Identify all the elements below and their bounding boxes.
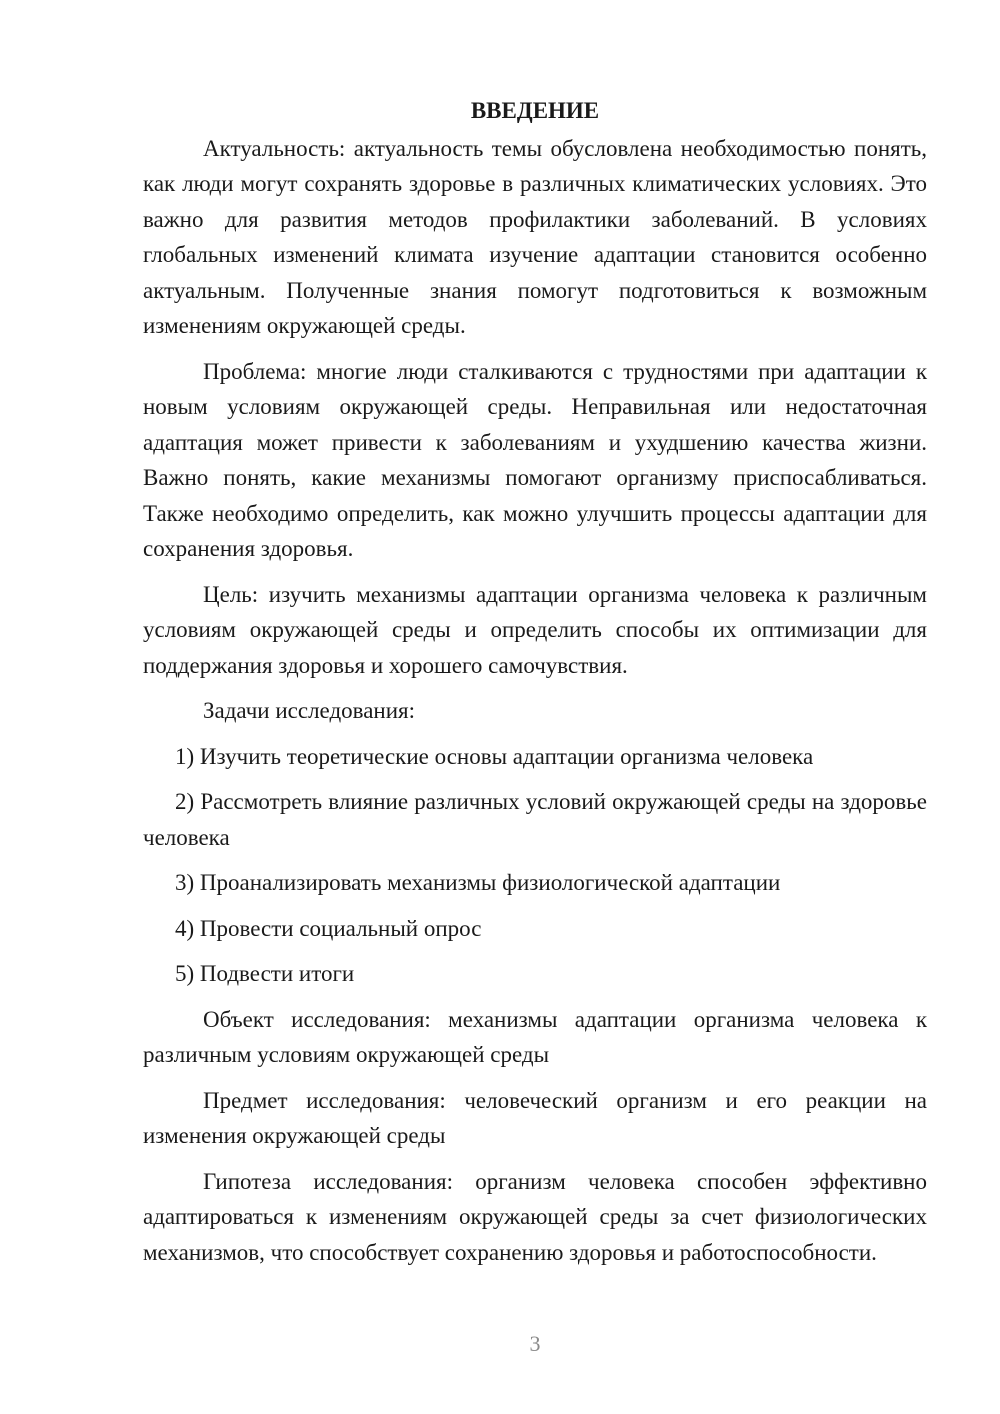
tasks-list xyxy=(143,739,927,992)
list-item: 4) Провести социальный опрос xyxy=(175,915,482,941)
paragraph-relevance: Актуальность: актуальность темы обусловлена необходимостью понять, как люди могут сохранять здоровье в различных климатических условиях. Это важно для развития методов профилактики заболеваний. В условиях глобальных изменений климата изучение адаптации становится особенно актуальным. Полученные знания помогут подготовиться к возможным изменениям окружающей среды. xyxy=(143,135,927,338)
list-item: 3) Проанализировать механизмы физиологической адаптации xyxy=(175,870,781,895)
paragraph-goal: Цель: изучить механизмы адаптации организма человека к различным условиям окружающей среды и определить способы их оптимизации для поддержания здоровья и хорошего самочувствия. xyxy=(143,581,927,678)
page-title: ВВЕДЕНИЕ xyxy=(470,98,600,123)
paragraph-problem: Проблема: многие люди сталкиваются с трудностями при адаптации к новым условиям окружающей среды. Неправильная или недостаточная адаптация может привести к заболеваниям и ухудшению качества жизни. Важно понять, какие механизмы помогают организму приспосабливаться. Также необходимо определить, как можно улучшить процессы адаптации для сохранения здоровья. xyxy=(143,358,927,561)
paragraph-subject: Предмет исследования: человеческий организм и его реакции на изменения окружающей среды xyxy=(143,1087,927,1148)
list-item: 2) Рассмотреть влияние различных условий окружающей среды на здоровье человека xyxy=(143,789,927,850)
page-number: 3 xyxy=(529,1331,541,1356)
paragraph-object: Объект исследования: механизмы адаптации организма человека к различным условиям окружающей среды xyxy=(143,1006,927,1067)
list-item: 1) Изучить теоретические основы адаптации организма человека xyxy=(175,743,814,769)
list-item: 5) Подвести итоги xyxy=(175,961,355,986)
tasks-heading: Задачи исследования: xyxy=(203,698,416,723)
document-body xyxy=(143,93,927,1280)
paragraph-hypothesis: Гипотеза исследования: организм человека способен эффективно адаптироваться к изменениям окружающей среды за счет физиологических механизмов, что способствует сохранению здоровья и работоспособности. xyxy=(143,1168,927,1265)
